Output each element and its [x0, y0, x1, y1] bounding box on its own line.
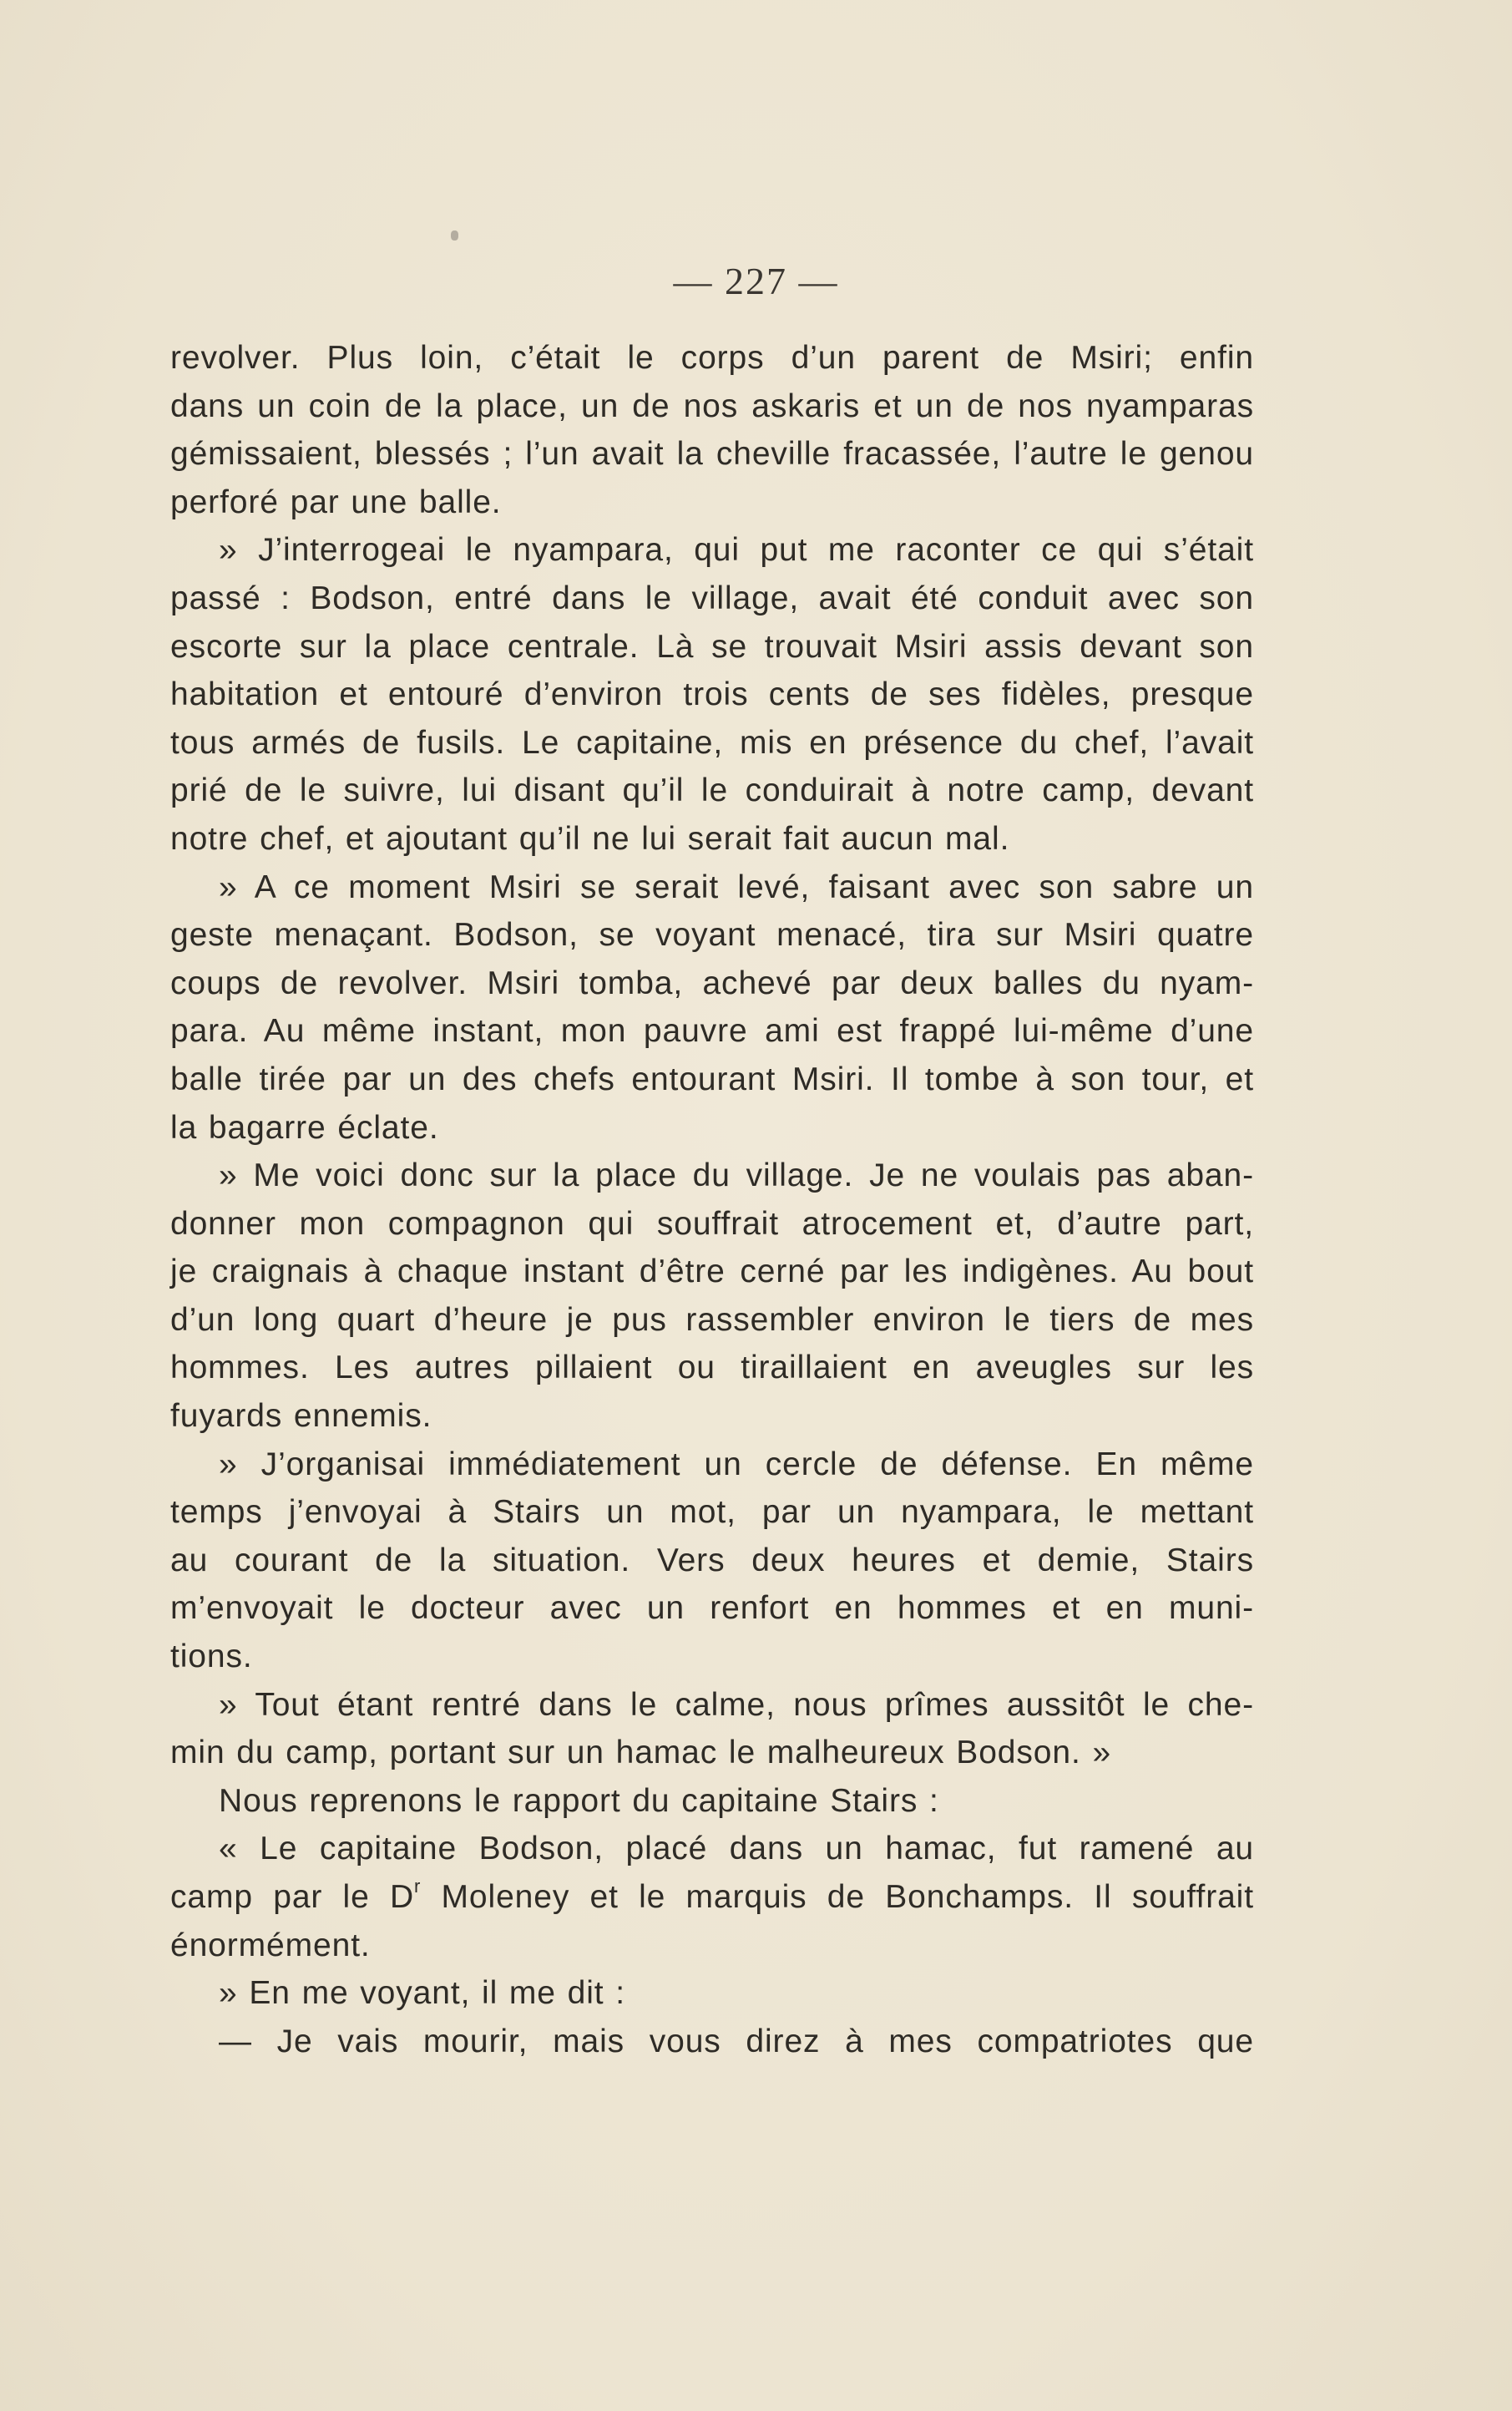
text-segment: Moleney et le marquis de Bonchamps. Il souffrait [421, 1879, 1254, 1915]
text-line: la bagarre éclate. [170, 1109, 439, 1146]
text-line: Nous reprenons le rapport du capitaine Stairs : [219, 1782, 939, 1819]
text-line: temps j’envoyai à Stairs un mot, par un nyampara, le mettant [170, 1494, 1254, 1531]
page-number: — 227 — [673, 260, 839, 302]
text-line: hommes. Les autres pillaient ou tiraillaient en aveugles sur les [170, 1350, 1254, 1386]
text-line: tous armés de fusils. Le capitaine, mis en présence du chef, l’avait [170, 724, 1254, 761]
text-line: — Je vais mourir, mais vous direz à mes compatriotes que [219, 2023, 1254, 2059]
text-line: dans un coin de la place, un de nos askaris et un de nos nyamparas [170, 387, 1254, 424]
text-line: balle tirée par un des chefs entourant Msiri. Il tombe à son tour, et [170, 1061, 1254, 1097]
text-line: para. Au même instant, mon pauvre ami est frappé lui-même d’une [170, 1013, 1254, 1050]
text-line: » Me voici donc sur la place du village. Je ne voulais pas aban- [219, 1157, 1254, 1194]
text-line: passé : Bodson, entré dans le village, avait été conduit avec son [170, 580, 1254, 616]
text-line: au courant de la situation. Vers deux heures et demie, Stairs [170, 1542, 1254, 1578]
text-line: tions. [170, 1639, 253, 1675]
text-line: « Le capitaine Bodson, placé dans un hamac, fut ramené au [219, 1831, 1254, 1867]
text-segment: camp par le D [170, 1879, 415, 1915]
text-line: habitation et entouré d’environ trois cents de ses fidèles, presque [170, 676, 1254, 713]
text-line: donner mon compagnon qui souffrait atrocement et, d’autre part, [170, 1205, 1254, 1242]
text-line: » En me voyant, il me dit : [219, 1975, 625, 2012]
text-line: revolver. Plus loin, c’était le corps d’un parent de Msiri; enfin [170, 340, 1254, 376]
text-line: » J’organisai immédiatement un cercle de défense. En même [219, 1446, 1254, 1482]
text-line: énormément. [170, 1927, 371, 1963]
text-line: » A ce moment Msiri se serait levé, faisant avec son sabre un [219, 869, 1254, 905]
text-line: gémissaient, blessés ; l’un avait la cheville fracassée, l’autre le genou [170, 436, 1254, 473]
superscript: r [414, 1876, 422, 1897]
text-line: notre chef, et ajoutant qu’il ne lui serait fait aucun mal. [170, 820, 1010, 857]
text-line-with-superscript [170, 1873, 1254, 1922]
text-line: m’envoyait le docteur avec un renfort en hommes et en muni- [170, 1590, 1254, 1627]
text-line: escorte sur la place centrale. Là se trouvait Msiri assis devant son [170, 628, 1254, 665]
text-line: geste menaçant. Bodson, se voyant menacé, tira sur Msiri quatre [170, 917, 1254, 954]
ink-speck [451, 230, 458, 241]
text-line: je craignais à chaque instant d’être cerné par les indigènes. Au bout [170, 1254, 1254, 1290]
text-line: » Tout étant rentré dans le calme, nous prîmes aussitôt le che- [219, 1686, 1254, 1723]
text-line: fuyards ennemis. [170, 1398, 432, 1435]
body-text [170, 334, 1254, 2065]
text-line: prié de le suivre, lui disant qu’il le conduirait à notre camp, devant [170, 772, 1254, 809]
text-line: min du camp, portant sur un hamac le malheureux Bodson. » [170, 1735, 1112, 1771]
text-line: » J’interrogeai le nyampara, qui put me raconter ce qui s’était [219, 532, 1254, 569]
text-line: coups de revolver. Msiri tomba, achevé par deux balles du nyam- [170, 965, 1254, 1001]
text-line: perforé par une balle. [170, 484, 502, 520]
text-line: d’un long quart d’heure je pus rassembler environ le tiers de mes [170, 1301, 1254, 1338]
